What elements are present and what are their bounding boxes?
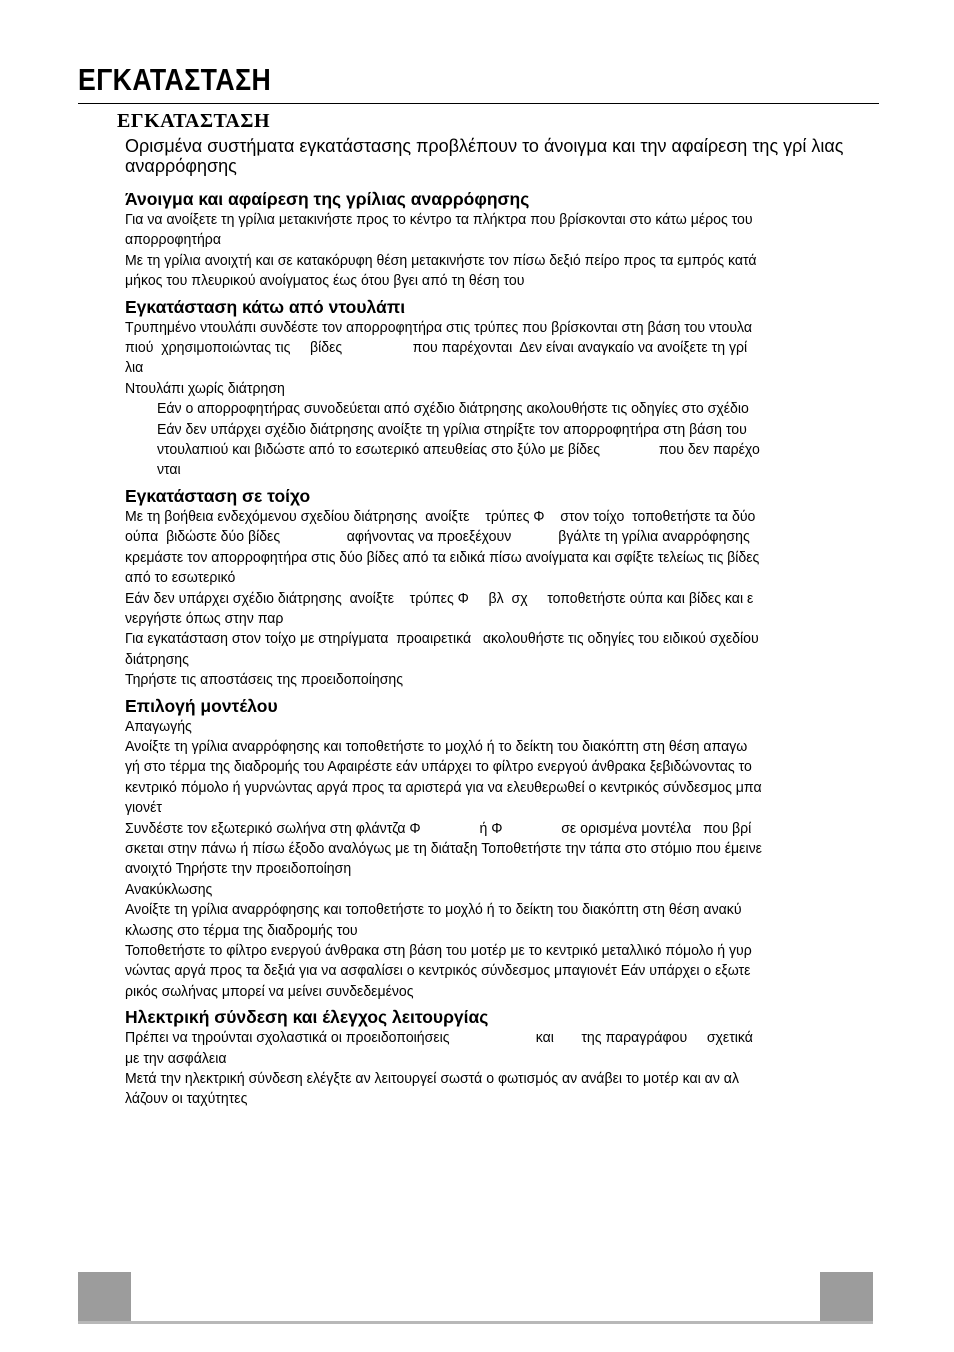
text-line: κεντρικό πόμολο ή γυρνώντας αργά προς τα αριστερά για να ελευθερωθεί ο κεντρικός σύνδεσμος μπα [125,778,762,796]
text-line: Με τη βοήθεια ενδεχόμενου σχεδίου διάτρησης ανοίξτε τρύπες Φ στον τοίχο τοποθετήστε τα δύο [125,507,756,525]
text-line: σκεται στην πάνω ή πίσω έξοδο αναλόγως με τη διάταξη Τοποθετήστε την τάπα στο στόμιο που έμεινε [125,839,762,857]
footer-tab-left [78,1272,131,1322]
text-line: γιονέτ [125,799,162,817]
text-line: Απαγωγής [125,717,192,735]
text-line: Πρέπει να τηρούνται σχολαστικά οι προειδοποιήσεις και της παραγράφου σχετικά [125,1029,753,1047]
text-line: Ανοίξτε τη γρίλια αναρρόφησης και τοποθετήστε το μοχλό ή το δείκτη του διακόπτη στη θέση ανακύ [125,901,742,919]
text-line: ανοιχτό Τηρήστε την προειδοποίηση [125,860,352,878]
title-divider [78,103,879,104]
indented-line: νται [156,461,181,479]
text-line: Ανακύκλωσης [125,880,213,898]
text-line: Τοποθετήστε το φίλτρο ενεργού άνθρακα στη βάση του μοτέρ με το κεντρικό μεταλλικό πόμολο ή γυρ [125,942,752,959]
text-line: διάτρησης [125,650,189,668]
text-line: Ανοίξτε τη γρίλια αναρρόφησης και τοποθετήστε το μοχλό ή το δείκτη του διακόπτη στη θέση απαγω [125,737,748,755]
text-line: Για να ανοίξετε τη γρίλια μετακινήστε προς το κέντρο τα πλήκτρα που βρίσκονται στο κάτω μέρος του [125,211,753,228]
section-heading: Άνοιγμα και αφαίρεση της γρίλιας αναρρόφησης [125,189,530,209]
text-line: Εάν δεν υπάρχει σχέδιο διάτρησης ανοίξτε τρύπες Φ βλ σχ τοποθετήστε ούπα και βίδες και ε [125,589,754,607]
text-line: Τρυπημένο ντουλάπι συνδέστε τον απορροφητήρα στις τρύπες που βρίσκονται στη βάση του ντουλα [125,318,753,336]
text-line: Ντουλάπι χωρίς διάτρηση [125,379,285,397]
section-title: ΕΓΚΑΤΑΣΤΑΣΗ [117,110,271,132]
document-body [125,184,857,1110]
text-line: Με τη γρίλια ανοιχτή και σε κατακόρυφη θέση μετακινήστε τον πίσω δεξιό πείρο προς τα εμπρός κατά [125,251,757,269]
page-title: ΕΓΚΑΤΑΣΤΑΣΗ [78,62,272,97]
indented-line: ντουλαπιού και βιδώστε από το εσωτερικό απευθείας στο ξύλο με βίδες που δεν παρέχο [156,441,760,459]
text-line: απορροφητήρα [125,231,221,249]
text-line: νώντας αργά προς τα δεξιά για να ασφαλίσει ο κεντρικός σύνδεσμος μπαγιονέτ Εάν υπάρχει ο εξωτε [125,962,751,980]
text-line: ούπα βιδώστε δύο βίδες αφήνοντας να προεξέχουν βγάλτε τη γρίλια αναρρόφησης [125,528,750,546]
text-line: Συνδέστε τον εξωτερικό σωλήνα στη φλάντζα Φ ή Φ σε ορισμένα μοντέλα που βρί [125,819,752,837]
text-line: λάζουν οι ταχύτητες [125,1090,248,1108]
text-line: Για εγκατάσταση στον τοίχο με στηρίγματα προαιρετικά ακολουθήστε τις οδηγίες του ειδικού σχεδίου [125,630,759,648]
text-line: λια [125,359,144,377]
text-line: Μετά την ηλεκτρική σύνδεση ελέγξτε αν λειτουργεί σωστά ο φωτισμός αν ανάβει το μοτέρ και αν αλ [125,1070,740,1088]
text-line: νεργήστε όπως στην παρ [125,609,284,627]
footer-divider [78,1321,873,1324]
section-heading: Ηλεκτρική σύνδεση και έλεγχος λειτουργίας [125,1007,489,1028]
text-line: κλωσης στο τέρμα της διαδρομής του [125,921,358,939]
section-heading: Επιλογή μοντέλου [125,695,278,716]
text-line: με την ασφάλεια [125,1049,227,1067]
text-line: κρεμάστε τον απορροφητήρα στις δύο βίδες από τα ειδικά πίσω ανοίγματα και σφίξτε τελείως τις βίδες [125,548,760,566]
text-line: ρικός σωλήνας μπορεί να μείνει συνδεδεμένος [125,982,414,1000]
indented-line: Εάν ο απορροφητήρας συνοδεύεται από σχέδιο διάτρησης ακολουθήστε τις οδηγίες στο σχέδιο [156,400,749,418]
footer-tab-right [820,1272,873,1322]
text-line: πιού χρησιμοποιώντας τις βίδες που παρέχονται Δεν είναι αναγκαίο να ανοίξετε τη γρί [125,339,748,357]
text-line: Τηρήστε τις αποστάσεις της προειδοποίησης [125,671,404,689]
text-line: γή στο τέρμα της διαδρομής του Αφαιρέστε εάν υπάρχει το φίλτρο ενεργού άνθρακα ξεβιδώνοντας το [125,758,752,776]
section-heading: Εγκατάσταση σε τοίχο [125,485,311,506]
text-line: μήκος του πλευρικού ανοίγματος έως ότου βγει από τη θέση του [125,272,525,290]
section-heading: Εγκατάσταση κάτω από ντουλάπι [125,296,406,317]
indented-line: Εάν δεν υπάρχει σχέδιο διάτρησης ανοίξτε τη γρίλια στηρίξτε τον απορροφητήρα στη βάση του [156,420,747,438]
intro-paragraph: Ορισμένα συστήματα εγκατάστασης προβλέπουν το άνοιγμα και την αφαίρεση της γρί λιας αναρρόφησης [125,136,844,176]
text-line: από το εσωτερικό [125,569,236,587]
